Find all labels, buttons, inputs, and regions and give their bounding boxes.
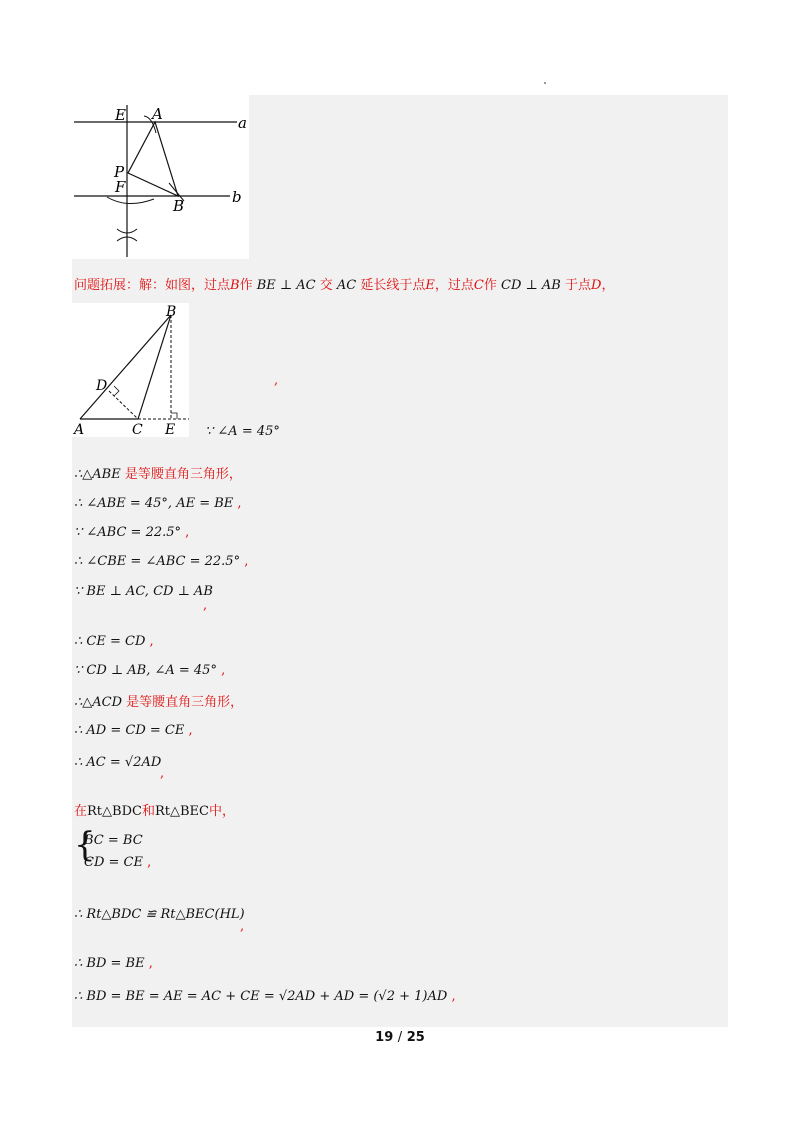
label-E: E xyxy=(115,106,126,124)
system-eq2: CD = CE xyxy=(84,855,143,870)
intro-cd-perp-ab: CD ⊥ AB xyxy=(501,278,561,293)
page-total: 25 xyxy=(406,1030,425,1045)
final-line xyxy=(74,988,456,1006)
speck xyxy=(544,82,546,84)
proof-line-9 xyxy=(74,722,193,740)
proof-line-6 xyxy=(74,633,154,651)
intro-point-B: B xyxy=(230,278,240,293)
label-b: b xyxy=(232,188,242,206)
final-comma: , xyxy=(451,989,456,1004)
label-F: F xyxy=(115,178,126,196)
in-rt2: Rt△BEC xyxy=(154,804,209,819)
system-brace: { xyxy=(74,825,96,865)
proof-line-3-math: ∵ ∠ABC = 22.5° xyxy=(74,525,182,540)
label-a: a xyxy=(238,114,247,132)
proof-line-4 xyxy=(74,553,248,571)
intro-prefix: 问题拓展：解：如图，过点 xyxy=(74,278,231,293)
intro-mid: ，过点 xyxy=(434,278,474,293)
intro-line xyxy=(74,277,614,295)
label-D2: D xyxy=(96,378,108,394)
proof-line-3-comma: , xyxy=(185,525,190,540)
intro-jiao: 交 xyxy=(319,278,333,293)
proof-line-4-comma: , xyxy=(244,554,249,569)
proof-line-5-math: ∵ BE ⊥ AC, CD ⊥ AB xyxy=(74,584,213,599)
proof-line-1-text: 是等腰直角三角形， xyxy=(124,467,242,482)
proof-line-3 xyxy=(74,524,189,542)
intro-point-C: C xyxy=(473,278,484,293)
congruent-line xyxy=(74,906,245,924)
proof-line-4-math: ∴ ∠CBE = ∠ABC = 22.5° xyxy=(74,554,241,569)
system-eq2-line xyxy=(84,854,151,872)
proof-line-6-math: ∴ CE = CD xyxy=(74,634,146,649)
intro-ext: 延长线于点 xyxy=(360,278,426,293)
proof-line-9-comma: , xyxy=(188,723,193,738)
proof-line-1 xyxy=(74,466,242,484)
bd-be-math: ∴ BD = BE xyxy=(74,956,145,971)
page-current: 19 xyxy=(375,1030,394,1045)
label-E2: E xyxy=(165,422,176,437)
page-number xyxy=(0,1030,800,1045)
label-A2: A xyxy=(74,422,85,437)
figure-1 xyxy=(72,95,249,259)
congruent-comma: , xyxy=(240,919,245,934)
intro-zuo2: 作 xyxy=(483,278,497,293)
final-math: ∴ BD = BE = AE = AC + CE = √2AD + AD = (√2 + 1)AD xyxy=(74,989,448,1004)
system-comma: , xyxy=(147,855,152,870)
system-eq1: BC = BC xyxy=(84,833,143,848)
intro-ac: AC xyxy=(336,278,357,293)
in-zhong: 中， xyxy=(208,804,235,819)
proof-line-5-comma: , xyxy=(203,598,208,613)
proof-line-6-comma: , xyxy=(149,634,154,649)
fig2-comma: , xyxy=(274,373,279,388)
proof-line-10 xyxy=(74,754,161,772)
in-triangles-line xyxy=(74,803,235,821)
figure-1-svg xyxy=(72,95,249,259)
proof-line-5 xyxy=(74,583,213,601)
bd-be-line xyxy=(74,955,153,973)
proof-line-1-math: ∴△ABE xyxy=(74,467,121,482)
intro-yu: 于点 xyxy=(564,278,591,293)
page-sep: / xyxy=(397,1030,403,1045)
proof-line-2 xyxy=(74,495,242,513)
intro-be-perp-ac: BE ⊥ AC xyxy=(256,278,316,293)
in-rt1: Rt△BDC xyxy=(87,804,142,819)
label-A: A xyxy=(152,105,163,123)
proof-line-8-text: 是等腰直角三角形， xyxy=(126,695,244,710)
intro-point-E: E xyxy=(425,278,435,293)
figure-2-svg xyxy=(72,303,189,437)
intro-zuo: 作 xyxy=(239,278,253,293)
congruent-math: ∴ Rt△BDC ≌ Rt△BEC(HL) xyxy=(74,907,245,922)
proof-line-2-math: ∴ ∠ABE = 45°, AE = BE xyxy=(74,496,234,511)
proof-line-7-comma: , xyxy=(221,663,226,678)
proof-line-10-math: ∴ AC = √2AD xyxy=(74,755,162,770)
in-he: 和 xyxy=(141,804,155,819)
in-zai: 在 xyxy=(74,804,88,819)
label-P: P xyxy=(114,163,125,181)
label-B: B xyxy=(173,197,185,215)
intro-point-D: D xyxy=(591,278,602,293)
label-B2: B xyxy=(166,304,177,320)
intro-end: ， xyxy=(601,278,615,293)
proof-line-7 xyxy=(74,662,225,680)
figure-2 xyxy=(72,303,189,437)
proof-line-10-comma: , xyxy=(160,766,165,781)
proof-line-8-math: ∴△ACD xyxy=(74,695,123,710)
given-angle: ∵ ∠A = 45° xyxy=(205,424,280,439)
proof-line-8 xyxy=(74,694,243,712)
label-C2: C xyxy=(132,422,143,437)
proof-line-7-math: ∵ CD ⊥ AB, ∠A = 45° xyxy=(74,663,217,678)
bd-be-comma: , xyxy=(148,956,153,971)
proof-line-9-math: ∴ AD = CD = CE xyxy=(74,723,185,738)
proof-line-2-comma: , xyxy=(237,496,242,511)
